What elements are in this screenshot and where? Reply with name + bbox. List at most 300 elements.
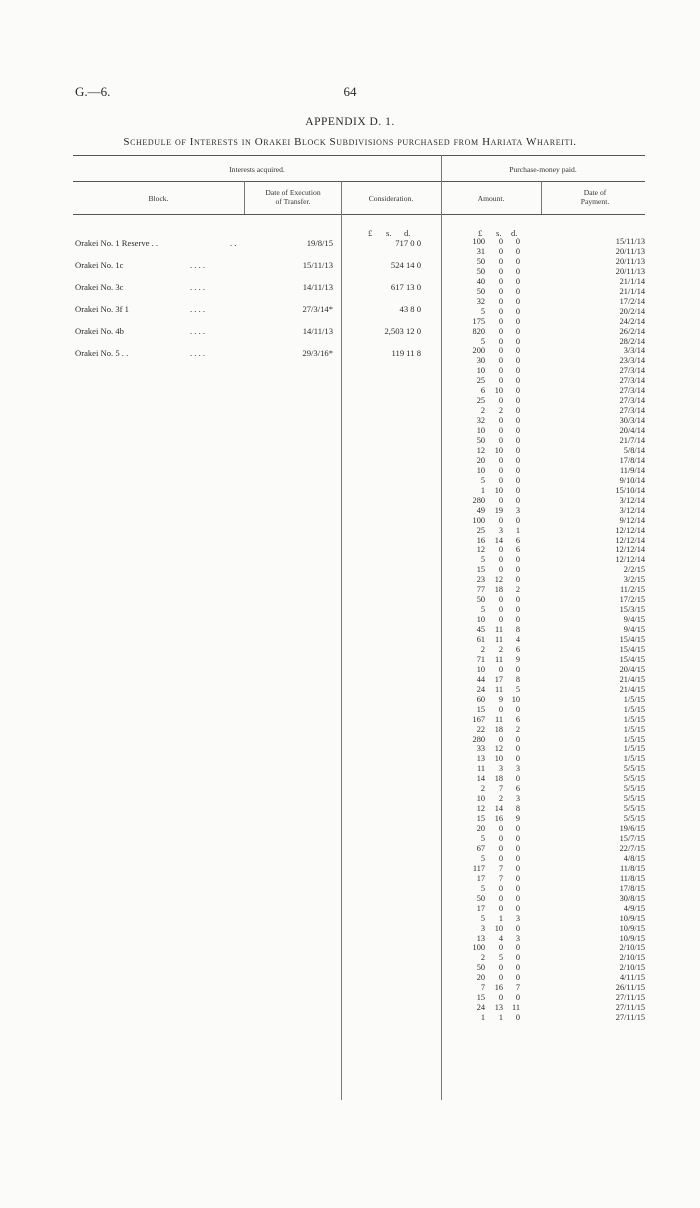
payment-row [465, 993, 645, 1003]
amount-pence: 0 [515, 436, 520, 445]
payment-row [465, 943, 645, 953]
amount-shillings: 14 [494, 804, 503, 814]
payment-row [465, 237, 645, 247]
amount-pounds: 10 [476, 615, 485, 625]
amount-pounds: 5 [480, 834, 485, 843]
payment-date: 9/12/14 [619, 515, 645, 525]
amount-shillings: 10 [494, 923, 503, 933]
amount-pence: 0 [515, 266, 520, 276]
amount-pounds: 10 [476, 794, 485, 804]
payment-date: 10/9/15 [619, 913, 645, 923]
amount-pounds: 49 [476, 505, 485, 515]
payment-row [465, 426, 645, 436]
payment-row [465, 953, 645, 963]
amount-pence: 0 [515, 336, 520, 346]
payment-date: 26/11/15 [615, 983, 645, 993]
amount-pounds: 5 [480, 555, 485, 565]
payment-row [465, 337, 645, 347]
amount-shillings: 11 [495, 635, 503, 644]
payment-date: 5/5/15 [623, 794, 645, 804]
amount-pounds: 2 [480, 406, 485, 416]
amount-pence: 0 [515, 963, 520, 973]
payment-date: 5/5/15 [623, 804, 645, 814]
amount-column-header: Amount. [477, 194, 505, 203]
amount-pounds: 15 [476, 814, 485, 824]
amount-shillings: 0 [498, 326, 503, 336]
amount-pounds: 280 [472, 734, 485, 744]
amount-pounds: 32 [476, 296, 485, 306]
payment-row [465, 824, 645, 834]
table-top-rule [73, 155, 645, 156]
amount-shillings: 0 [498, 853, 503, 863]
payment-date: 4/9/15 [623, 903, 645, 913]
amount-pence: 9 [515, 654, 520, 664]
execution-date: 15/11/13 [302, 260, 333, 270]
amount-pounds: 7 [480, 983, 485, 993]
amount-pounds: 10 [476, 366, 485, 376]
payment-date: 1/5/15 [623, 744, 645, 754]
amount-shillings: 0 [498, 276, 503, 286]
amount-pence: 2 [515, 724, 520, 734]
amount-pounds: 5 [480, 306, 485, 316]
block-row [75, 347, 440, 359]
amount-pence-unit: d. [511, 228, 518, 238]
consideration-shillings-unit: s. [386, 228, 392, 238]
amount-pence: 0 [515, 515, 520, 525]
consideration-column-header: Consideration. [368, 194, 414, 203]
execution-date: 27/3/14* [302, 304, 333, 314]
payment-row [465, 595, 645, 605]
amount-shillings: 0 [498, 565, 503, 575]
amount-shillings: 16 [494, 983, 503, 993]
date-payment-column-header: Date of Payment. [580, 188, 610, 206]
amount-shillings: 12 [494, 575, 503, 585]
payment-row [465, 575, 645, 585]
payment-row [465, 963, 645, 973]
amount-pence: 0 [515, 595, 520, 605]
amount-pence: 0 [515, 853, 520, 863]
amount-pence: 0 [515, 416, 520, 426]
col-divider-1 [244, 181, 245, 214]
payment-date: 3/3/14 [623, 346, 645, 356]
amount-pence: 0 [515, 376, 520, 386]
amount-pence: 0 [515, 943, 520, 953]
payment-row [465, 536, 645, 546]
amount-shillings: 0 [498, 704, 503, 714]
payment-date: 3/2/15 [623, 575, 645, 585]
amount-pounds: 5 [480, 913, 485, 923]
payment-date: 12/12/14 [615, 525, 645, 535]
payment-row [465, 914, 645, 924]
amount-pence: 0 [515, 276, 520, 286]
group-divider [441, 155, 442, 1100]
amount-pounds: 2 [480, 784, 485, 794]
amount-shillings: 0 [498, 426, 503, 436]
amount-pounds: 200 [472, 346, 485, 356]
col-divider-4 [541, 181, 542, 214]
payment-date: 28/2/14 [619, 336, 645, 346]
execution-date: 29/3/16* [302, 348, 333, 358]
payment-row [465, 685, 645, 695]
amount-pence: 0 [515, 455, 520, 465]
leader-dots: . . . . [190, 304, 206, 314]
payment-date: 30/3/14 [619, 416, 645, 426]
amount-pence: 0 [515, 973, 520, 983]
amount-pence: 0 [515, 883, 520, 893]
amount-shillings: 0 [498, 376, 503, 386]
payment-date: 27/3/14 [619, 386, 645, 396]
amount-pounds: 77 [476, 585, 485, 595]
amount-pence: 0 [515, 575, 520, 585]
amount-shillings: 18 [494, 585, 503, 595]
amount-pounds: 5 [480, 853, 485, 863]
amount-shillings: 0 [498, 356, 503, 366]
payment-date: 17/8/15 [619, 883, 645, 893]
amount-pounds: 2 [480, 953, 485, 963]
amount-pounds: 11 [477, 764, 485, 774]
payment-row [465, 327, 645, 337]
payment-date: 11/8/15 [619, 863, 645, 873]
amount-shillings: 4 [498, 933, 503, 943]
column-header-rule [73, 214, 645, 215]
amount-pounds: 100 [472, 237, 485, 246]
amount-pounds: 14 [476, 774, 485, 784]
payment-date: 11/2/15 [619, 585, 645, 595]
col-divider-2 [341, 181, 342, 1100]
payment-date: 1/5/15 [623, 754, 645, 764]
payment-date: 1/5/15 [623, 704, 645, 714]
payment-row [465, 356, 645, 366]
amount-pence: 0 [515, 475, 520, 485]
amount-pence: 4 [515, 635, 520, 644]
amount-pence: 8 [515, 804, 520, 814]
block-name: Orakei No. 5 . . [75, 348, 129, 358]
payment-date: 15/10/14 [615, 485, 645, 495]
document-reference: G.—6. [75, 84, 111, 99]
amount-pence: 0 [515, 605, 520, 615]
amount-shillings: 0 [498, 943, 503, 953]
payment-row [465, 665, 645, 675]
amount-pence: 0 [515, 774, 520, 784]
payment-date: 20/11/13 [615, 256, 645, 266]
amount-pence: 0 [515, 237, 520, 246]
amount-shillings: 19 [494, 505, 503, 515]
amount-pounds: 30 [476, 356, 485, 366]
payment-date: 20/2/14 [619, 306, 645, 316]
amount-shillings: 0 [498, 824, 503, 834]
amount-pence: 1 [515, 525, 520, 535]
amount-pence: 11 [512, 1003, 520, 1013]
payment-date: 19/6/15 [619, 824, 645, 834]
amount-shillings: 0 [498, 595, 503, 605]
amount-shillings-unit: s. [496, 228, 502, 238]
amount-pounds: 50 [476, 595, 485, 605]
amount-shillings: 0 [498, 436, 503, 445]
amount-shillings: 0 [498, 605, 503, 615]
execution-date: 19/8/15 [306, 238, 333, 248]
amount-pence: 10 [511, 694, 520, 704]
amount-pounds: 3 [480, 923, 485, 933]
payment-row [465, 456, 645, 466]
amount-pence: 6 [515, 784, 520, 794]
block-row [75, 303, 440, 315]
amount-pence: 0 [515, 754, 520, 764]
amount-pence: 0 [515, 366, 520, 376]
amount-shillings: 0 [498, 903, 503, 913]
amount-shillings: 11 [495, 714, 503, 724]
consideration-value: 43 8 0 [399, 304, 421, 314]
amount-pence: 0 [515, 396, 520, 406]
amount-pounds: 10 [476, 465, 485, 475]
amount-pence: 0 [515, 256, 520, 266]
payment-row [465, 486, 645, 496]
amount-shillings: 0 [498, 963, 503, 973]
leader-dots: . . . . [190, 348, 206, 358]
payment-date: 11/9/14 [619, 465, 645, 475]
payment-row [465, 317, 645, 327]
amount-shillings: 0 [498, 306, 503, 316]
date-execution-column-header: Date of Execution of Transfer. [265, 188, 321, 206]
amount-pence: 0 [515, 465, 520, 475]
amount-pounds: 24 [476, 684, 485, 694]
payment-row [465, 565, 645, 575]
amount-pounds: 175 [472, 316, 485, 326]
amount-pounds: 67 [476, 843, 485, 853]
amount-shillings: 9 [498, 694, 503, 704]
amount-shillings: 17 [494, 674, 503, 684]
amount-pence: 6 [515, 545, 520, 555]
amount-shillings: 0 [498, 734, 503, 744]
block-name: Orakei No. 4b [75, 326, 124, 336]
amount-pence: 0 [515, 744, 520, 754]
consideration-pence-unit: d. [404, 228, 411, 238]
execution-date: 14/11/13 [302, 326, 333, 336]
amount-shillings: 3 [498, 525, 503, 535]
amount-pounds: 22 [476, 724, 485, 734]
payment-row [465, 545, 645, 555]
payment-date: 15/4/15 [619, 654, 645, 664]
amount-pounds: 50 [476, 893, 485, 903]
amount-pounds: 15 [476, 565, 485, 575]
payment-row [465, 904, 645, 914]
amount-pence: 0 [515, 495, 520, 505]
payment-row [465, 526, 645, 536]
leader-dots: . . . . [190, 282, 206, 292]
amount-pounds: 167 [472, 714, 485, 724]
amount-pence: 9 [515, 814, 520, 824]
amount-shillings: 10 [494, 754, 503, 764]
leader-dots: . . . . [190, 260, 206, 270]
amount-shillings: 18 [494, 774, 503, 784]
payment-date: 4/11/15 [619, 973, 645, 983]
amount-shillings: 10 [494, 485, 503, 495]
amount-pounds: 33 [476, 744, 485, 754]
payment-row [465, 615, 645, 625]
amount-shillings: 0 [498, 336, 503, 346]
amount-shillings: 3 [498, 764, 503, 774]
payment-row [465, 506, 645, 516]
consideration-value: 2,503 12 0 [384, 326, 421, 336]
payment-date: 2/10/15 [619, 953, 645, 963]
payment-date: 15/11/13 [615, 237, 645, 246]
amount-pence: 0 [515, 346, 520, 356]
payment-row [465, 645, 645, 655]
schedule-title: Schedule of Interests in Orakei Block Subdivisions purchased from Hariata Whareiti. [123, 136, 577, 148]
payment-date: 21/1/14 [619, 276, 645, 286]
block-name: Orakei No. 3f 1 [75, 304, 129, 314]
consideration-value: 617 13 0 [390, 282, 421, 292]
payment-date: 27/11/15 [615, 993, 645, 1003]
payment-row [465, 794, 645, 804]
amount-pence: 0 [515, 485, 520, 495]
amount-shillings: 18 [494, 724, 503, 734]
amount-pounds: 13 [476, 933, 485, 943]
amount-pence: 3 [515, 794, 520, 804]
payment-date: 20/11/13 [615, 246, 645, 256]
payment-row [465, 774, 645, 784]
amount-shillings: 0 [498, 834, 503, 843]
amount-pence: 7 [515, 983, 520, 993]
payment-date: 23/3/14 [619, 356, 645, 366]
payment-date: 9/4/15 [623, 615, 645, 625]
payment-row [465, 725, 645, 735]
amount-pounds-unit: £ [478, 228, 483, 238]
amount-shillings: 0 [498, 455, 503, 465]
amount-pence: 0 [515, 326, 520, 336]
payment-row [465, 257, 645, 267]
amount-pounds: 45 [476, 625, 485, 635]
payment-row [465, 934, 645, 944]
payment-date: 17/2/14 [619, 296, 645, 306]
amount-shillings: 0 [498, 893, 503, 903]
amount-pounds: 71 [476, 654, 485, 664]
amount-pence: 0 [515, 893, 520, 903]
payment-row [465, 247, 645, 257]
payment-row [465, 784, 645, 794]
amount-pounds: 17 [476, 873, 485, 883]
payment-date: 17/8/14 [619, 455, 645, 465]
amount-shillings: 10 [494, 386, 503, 396]
amount-shillings: 0 [498, 615, 503, 625]
amount-shillings: 0 [498, 237, 503, 246]
block-name: Orakei No. 1c [75, 260, 124, 270]
amount-pounds: 60 [476, 694, 485, 704]
payment-row [465, 496, 645, 506]
payment-row [465, 446, 645, 456]
payment-row [465, 376, 645, 386]
amount-pence: 3 [515, 913, 520, 923]
payment-date: 30/8/15 [619, 893, 645, 903]
payment-row [465, 635, 645, 645]
payment-row [465, 844, 645, 854]
payment-row [465, 754, 645, 764]
amount-shillings: 0 [498, 296, 503, 306]
amount-pence: 0 [515, 356, 520, 366]
amount-shillings: 1 [498, 1013, 503, 1023]
amount-shillings: 0 [498, 286, 503, 296]
amount-shillings: 0 [498, 883, 503, 893]
amount-pence: 3 [515, 933, 520, 943]
amount-shillings: 11 [495, 654, 503, 664]
amount-pence: 8 [515, 625, 520, 635]
amount-pence: 0 [515, 863, 520, 873]
payment-date: 15/3/15 [619, 605, 645, 615]
amount-pounds: 25 [476, 396, 485, 406]
amount-shillings: 0 [498, 475, 503, 485]
payment-date: 2/10/15 [619, 963, 645, 973]
consideration-value: 524 14 0 [390, 260, 421, 270]
amount-shillings: 2 [498, 406, 503, 416]
payment-date: 20/11/13 [615, 266, 645, 276]
amount-pounds: 100 [472, 943, 485, 953]
payment-row [465, 297, 645, 307]
amount-shillings: 10 [494, 445, 503, 455]
payment-date: 20/4/15 [619, 664, 645, 674]
amount-pounds: 50 [476, 256, 485, 266]
amount-pence: 0 [515, 824, 520, 834]
payment-date: 15/7/15 [619, 834, 645, 843]
payment-date: 21/4/15 [619, 674, 645, 684]
payment-row [465, 396, 645, 406]
amount-pounds: 20 [476, 455, 485, 465]
payment-date: 2/2/15 [623, 565, 645, 575]
amount-shillings: 11 [495, 625, 503, 635]
amount-shillings: 0 [498, 495, 503, 505]
amount-pence: 0 [515, 903, 520, 913]
amount-pounds: 40 [476, 276, 485, 286]
amount-pounds: 44 [476, 674, 485, 684]
amount-pounds: 10 [476, 426, 485, 436]
amount-pounds: 12 [476, 445, 485, 455]
amount-pence: 0 [515, 615, 520, 625]
amount-shillings: 0 [498, 973, 503, 983]
block-name: Orakei No. 3c [75, 282, 124, 292]
amount-shillings: 0 [498, 246, 503, 256]
payment-date: 9/4/15 [623, 625, 645, 635]
block-row [75, 325, 440, 337]
amount-shillings: 7 [498, 863, 503, 873]
payment-date: 17/2/15 [619, 595, 645, 605]
payment-row [465, 555, 645, 565]
payment-date: 12/12/14 [615, 535, 645, 545]
payment-date: 26/2/14 [619, 326, 645, 336]
payment-row [465, 287, 645, 297]
amount-shillings: 16 [494, 814, 503, 824]
amount-pence: 0 [515, 386, 520, 396]
payment-row [465, 1013, 645, 1023]
amount-pounds: 1 [480, 1013, 485, 1023]
amount-pounds: 12 [476, 545, 485, 555]
amount-pounds: 117 [472, 863, 485, 873]
payment-row [465, 744, 645, 754]
amount-shillings: 14 [494, 535, 503, 545]
amount-shillings: 7 [498, 873, 503, 883]
amount-pence: 0 [515, 306, 520, 316]
amount-pence: 0 [515, 555, 520, 565]
amount-pence: 0 [515, 1013, 520, 1023]
amount-shillings: 0 [498, 555, 503, 565]
amount-shillings: 13 [494, 1003, 503, 1013]
amount-pence: 3 [515, 764, 520, 774]
payment-row [465, 675, 645, 685]
payment-row [465, 864, 645, 874]
block-row [75, 259, 440, 271]
payment-row [465, 695, 645, 705]
interests-acquired-header: Interests acquired. [229, 165, 285, 174]
amount-pounds: 15 [476, 704, 485, 714]
amount-shillings: 0 [498, 843, 503, 853]
payment-date: 2/10/15 [619, 943, 645, 953]
